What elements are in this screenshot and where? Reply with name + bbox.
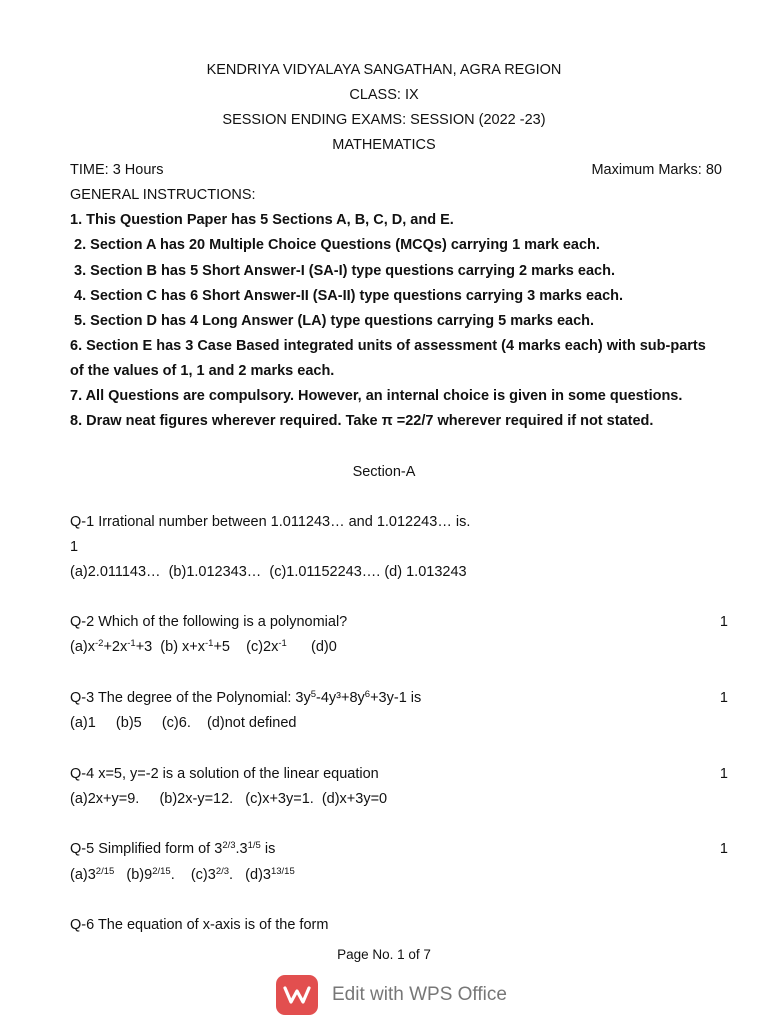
max-marks-label: Maximum Marks: 80 bbox=[591, 162, 722, 178]
exam-title: SESSION ENDING EXAMS: SESSION (2022 -23) bbox=[222, 112, 546, 128]
option-a: $(a)x^{-2}+2x^{-1}+3$ bbox=[70, 638, 153, 655]
wps-w-icon bbox=[282, 983, 312, 1007]
page-number: Page No. 1 of 7 bbox=[337, 947, 431, 962]
instruction-item: 3. Section B has 5 Short Answer-I (SA-I) type questions carrying 2 marks each. bbox=[70, 263, 615, 279]
option-d: (d)0 bbox=[311, 639, 337, 655]
question-options bbox=[70, 866, 295, 884]
question-options: (a)2x+y=9. (b)2x-y=12. (c)x+3y=1. (d)x+3y=0 bbox=[70, 791, 388, 807]
question-text: Q-1 Irrational number between 1.011243… and 1.012243… is. bbox=[70, 514, 471, 530]
school-name: KENDRIYA VIDYALAYA SANGATHAN, AGRA REGION bbox=[206, 62, 562, 78]
instruction-item: of the values of 1, 1 and 2 marks each. bbox=[70, 363, 335, 379]
question-text: Q-6 The equation of x-axis is of the form bbox=[70, 917, 329, 933]
instructions-title: GENERAL INSTRUCTIONS: bbox=[70, 187, 256, 203]
instruction-item: 2. Section A has 20 Multiple Choice Questions (MCQs) carrying 1 mark each. bbox=[70, 237, 600, 253]
instruction-item: 7. All Questions are compulsory. However, an internal choice is given in some questions. bbox=[70, 388, 683, 404]
instruction-item: 5. Section D has 4 Long Answer (LA) type questions carrying 5 marks each. bbox=[70, 313, 595, 329]
instruction-item: 1. This Question Paper has 5 Sections A, B, C, D, and E. bbox=[70, 212, 454, 228]
option-b: $(b)9^{2/15}$. bbox=[126, 866, 175, 883]
time-label: TIME: 3 Hours bbox=[70, 162, 164, 178]
question-text: Q-5 Simplified form of $3^{2/3}.3^{1/5}$ is bbox=[70, 840, 276, 857]
question-text: Q-2 Which of the following is a polynomial? bbox=[70, 614, 348, 630]
instruction-item: 8. Draw neat figures wherever required. Take π =22/7 wherever required if not stated. bbox=[70, 413, 654, 429]
instruction-item: 6. Section E has 3 Case Based integrated units of assessment (4 marks each) with sub-parts bbox=[70, 338, 706, 354]
edit-with-wps-link[interactable]: Edit with WPS Office bbox=[332, 984, 507, 1005]
question-marks: 1 bbox=[719, 841, 728, 857]
question-text: Q-4 x=5, y=-2 is a solution of the linear equation bbox=[70, 766, 379, 782]
question-options: (a)1 (b)5 (c)6. (d)not defined bbox=[70, 715, 297, 731]
option-d: $(d)3^{13/15}$ bbox=[245, 866, 295, 883]
wps-logo-icon[interactable] bbox=[276, 975, 318, 1015]
question-options: (a)2.011143… (b)1.012343… (c)1.01152243…. (d) 1.013243 bbox=[70, 564, 467, 580]
option-c: $(c)3^{2/3}$. bbox=[190, 866, 234, 883]
question-options bbox=[70, 638, 337, 656]
class-label: CLASS: IX bbox=[349, 87, 419, 103]
instruction-item: 4. Section C has 6 Short Answer-II (SA-II) type questions carrying 3 marks each. bbox=[70, 288, 624, 304]
option-a: $(a)3^{2/15}$ bbox=[70, 866, 115, 883]
option-b: (b) $x+x^{-1}+5$ bbox=[160, 638, 231, 655]
section-title: Section-A bbox=[352, 464, 416, 480]
subject-title: MATHEMATICS bbox=[332, 137, 436, 153]
question-marks: 1 bbox=[719, 690, 728, 706]
question-marks: 1 bbox=[70, 539, 79, 555]
option-c: $(c)2x^{-1}$ bbox=[246, 638, 287, 655]
question-text: Q-3 The degree of the Polynomial: $3y^5-4y^3+8y^6+3y-1$ is bbox=[70, 689, 422, 706]
question-marks: 1 bbox=[719, 766, 728, 782]
question-marks: 1 bbox=[719, 614, 728, 630]
